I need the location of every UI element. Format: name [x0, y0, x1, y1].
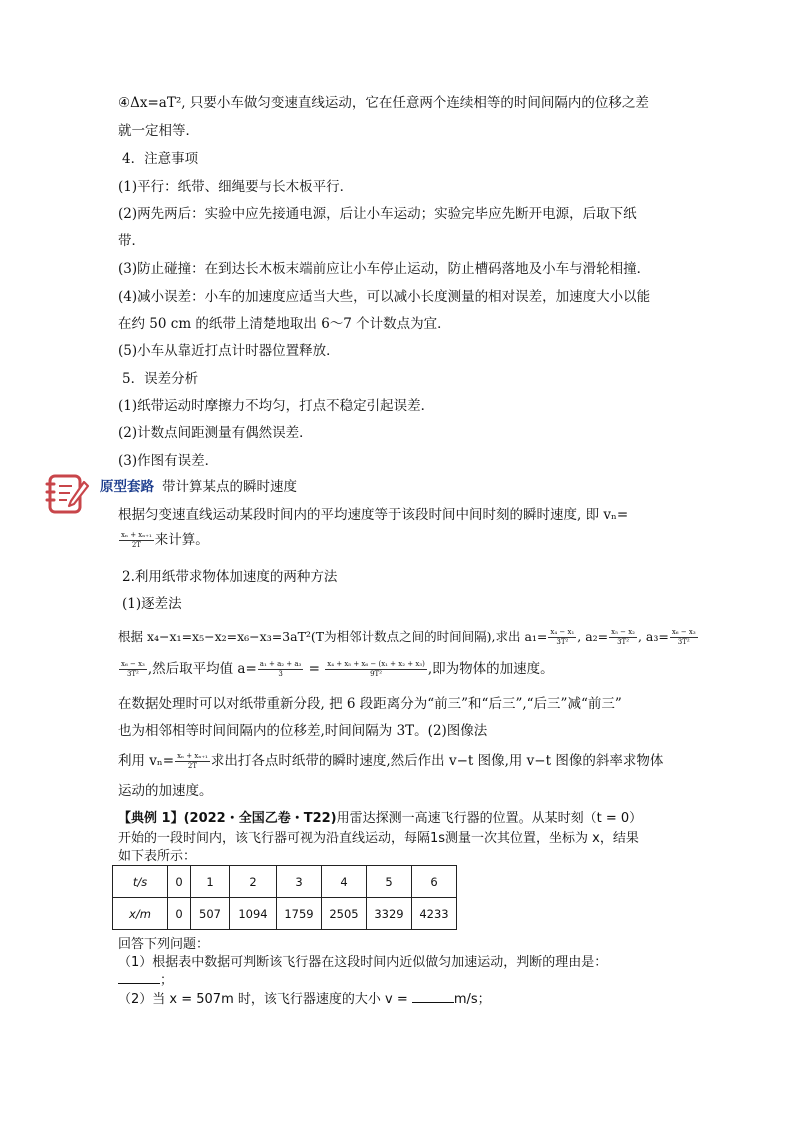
section-heading: 2.利用纸带求物体加速度的两种方法	[122, 569, 338, 585]
text-line: 回答下列问题：	[118, 937, 210, 952]
text-line: 带．	[118, 233, 145, 249]
data-table	[112, 865, 457, 930]
section-heading: 5．误差分析	[122, 371, 199, 387]
table-cell: 2	[230, 866, 277, 898]
table-cell: 3	[277, 866, 322, 898]
answer-blank[interactable]	[412, 990, 454, 1003]
table-cell: 2505	[322, 898, 367, 930]
text-line: 开始的一段时间内，该飞行器可视为沿直线运动，每隔1s测量一次其位置，坐标为 x，结果	[118, 831, 639, 846]
text-line: 如下表所示：	[118, 849, 197, 864]
table-cell: 4	[322, 866, 367, 898]
table-cell: 6	[412, 866, 457, 898]
table-cell: 507	[191, 898, 230, 930]
question-1: （1）根据表中数据可判断该飞行器在这段时间内近似做匀加速运动，判断的理由是：	[118, 955, 608, 970]
text-line: 也为相邻相等时间间隔内的位移差,时间间隔为 3T。(2)图像法	[118, 723, 488, 739]
badge-subtitle: 带计算某点的瞬时速度	[162, 479, 297, 495]
text-line: (1)纸带运动时摩擦力不均匀，打点不稳定引起误差．	[118, 398, 435, 414]
text-line: ④Δx=aT², 只要小车做匀变速直线运动，它在任意两个连续相等的时间间隔内的位移之差	[118, 95, 649, 111]
text-line: (1)平行：纸带、细绳要与长木板平行．	[118, 179, 354, 195]
answer-line: ；	[118, 971, 173, 991]
formula-line: $\frac{\text{x₆ − x₃}}{\text{3T²}}$ ,然后取平均值 a= $\frac{\text{a₁ + a₂ + a₃}}{3}$ = $\frac{\text{x₄ + x₅ + x₆ − (x₁ + x₂ + x₃)}}{\text{9T²}}$ ,即为物体的加速度。	[121, 660, 554, 678]
text-line: 运动的加速度。	[118, 783, 213, 799]
table-cell: 5	[367, 866, 412, 898]
question-2: （2）当 x = 507m 时，该飞行器速度的大小 v = m/s；	[118, 992, 491, 1007]
table-cell: t/s	[113, 866, 168, 898]
answer-blank[interactable]	[118, 971, 160, 984]
text-line: 在数据处理时可以对纸带重新分段, 把 6 段距离分为“前三”和“后三”,“后三”减“前三”	[118, 696, 622, 712]
text-line: (2)两先两后：实验中应先接通电源，后让小车运动；实验完毕应先断开电源，后取下纸	[118, 206, 637, 222]
table-row	[113, 898, 457, 930]
text-line: (4)减小误差：小车的加速度应适当大些，可以减小长度测量的相对误差，加速度大小以能	[118, 289, 651, 305]
section-heading: (1)逐差法	[122, 596, 182, 612]
text-line: 在约 50 cm 的纸带上清楚地取出 6～7 个计数点为宜．	[118, 316, 451, 332]
text-line: (2)计数点间距测量有偶然误差．	[118, 425, 313, 441]
text-line: 就一定相等．	[118, 123, 199, 139]
table-cell: 1	[191, 866, 230, 898]
notebook-icon	[44, 472, 90, 516]
example-header: 【典例 1】(2022・全国乙卷・T22)用雷达探测一高速飞行器的位置。从某时刻（t = 0）	[118, 811, 643, 826]
formula-line: 根据 x₄−x₁=x₅−x₂=x₆−x₃=3aT²(T为相邻计数点之间的时间间隔),求出 a₁= $\frac{\text{x₄ − x₁}}{\text{3T²}}$ , a₂= $\frac{\text{x₅ − x₂}}{\text{3T²}}$ , a₃= $\frac{\text{x₆ − x₃}}{\text{3T²}}$	[118, 628, 696, 646]
text-line: 根据匀变速直线运动某段时间内的平均速度等于该段时间中间时刻的瞬时速度, 即 vₙ=	[118, 507, 629, 523]
table-cell: 0	[168, 866, 191, 898]
table-row	[113, 866, 457, 898]
text-line: (5)小车从靠近打点计时器位置释放．	[118, 343, 340, 359]
badge-title: 原型套路	[100, 479, 154, 495]
table-cell: 1759	[277, 898, 322, 930]
table-cell: 3329	[367, 898, 412, 930]
table-cell: 1094	[230, 898, 277, 930]
text-line: (3)作图有误差．	[118, 453, 219, 469]
formula-line: 利用 vₙ= $\frac{\text{xₙ + xₙ₊₁}}{2T}$ 求出打各点时纸带的瞬时速度,然后作出 v−t 图像,用 v−t 图像的斜率求物体	[118, 752, 664, 770]
text-line: (3)防止碰撞：在到达长木板末端前应让小车停止运动，防止槽码落地及小车与滑轮相撞．	[118, 261, 651, 277]
formula-line: $\frac{\text{xₙ + xₙ₊₁}}{2T}$ 来计算。	[121, 531, 209, 549]
fraction: $\frac{\text{xₙ + xₙ₊₁}}{2T}$	[121, 531, 152, 549]
section-heading: 4．注意事项	[122, 151, 199, 167]
table-cell: 4233	[412, 898, 457, 930]
table-cell: x/m	[113, 898, 168, 930]
table-cell: 0	[168, 898, 191, 930]
